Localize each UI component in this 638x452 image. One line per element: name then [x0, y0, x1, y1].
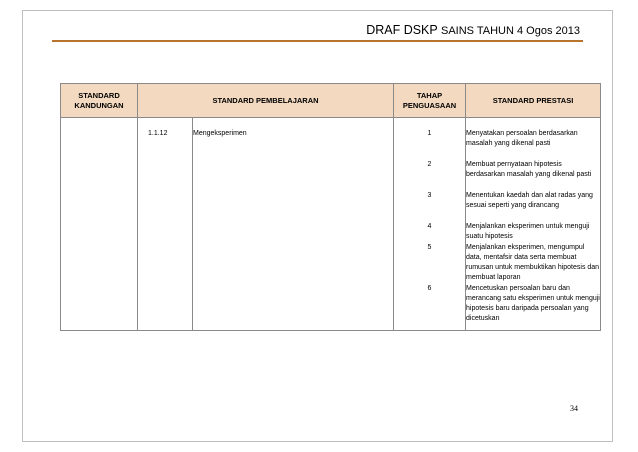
level-column	[394, 118, 466, 331]
document-header-title	[366, 23, 580, 37]
standard-kandungan-cell	[61, 118, 138, 331]
header-divider	[52, 40, 583, 42]
level-description: Menentukan kaedah dan alat radas yang sesuai seperti yang dirancang	[466, 192, 593, 209]
level-number: 1	[427, 130, 432, 137]
level-number: 4	[427, 223, 432, 230]
header-tahap-penguasaan: TAHAP PENGUASAAN	[394, 84, 466, 118]
table-header-row	[61, 84, 601, 118]
performance-standard-column	[466, 118, 601, 331]
level-description: Menyatakan persoalan berdasarkan masalah yang dikenal pasti	[466, 130, 578, 147]
header-title-main: DRAF DSKP	[366, 23, 438, 37]
header-standard-prestasi: STANDARD PRESTASI	[466, 84, 601, 118]
level-number: 3	[427, 192, 432, 199]
level-description: Membuat pernyataan hipotesis berdasarkan masalah yang dikenal pasti	[466, 161, 592, 178]
header-standard-kandungan: STANDARD KANDUNGAN	[61, 84, 138, 118]
level-number: 2	[427, 161, 432, 168]
table-row	[61, 118, 601, 331]
learning-standard-title-cell	[193, 118, 394, 331]
level-number: 5	[427, 244, 432, 251]
level-description: Menjalankan eksperimen, mengumpul data, mentafsir data serta membuat rumusan untuk membuktikan hipotesis dan membuat laporan	[466, 244, 600, 281]
learning-standard-code: 1.1.12	[148, 130, 168, 137]
level-number: 6	[427, 285, 432, 292]
header-standard-pembelajaran: STANDARD PEMBELAJARAN	[138, 84, 394, 118]
learning-standard-code-cell	[138, 118, 193, 331]
level-description: Menjalankan eksperimen untuk menguji suatu hipotesis	[466, 223, 590, 240]
level-description: Mencetuskan persoalan baru dan merancang satu eksperimen untuk menguji hipotesis baru daripada persoalan yang dicetuskan	[466, 285, 600, 322]
page-number: 34	[570, 404, 578, 413]
dskp-table	[60, 83, 601, 331]
header-title-rest: SAINS TAHUN 4 Ogos 2013	[441, 25, 580, 37]
learning-standard-title: Mengeksperimen	[193, 130, 247, 137]
